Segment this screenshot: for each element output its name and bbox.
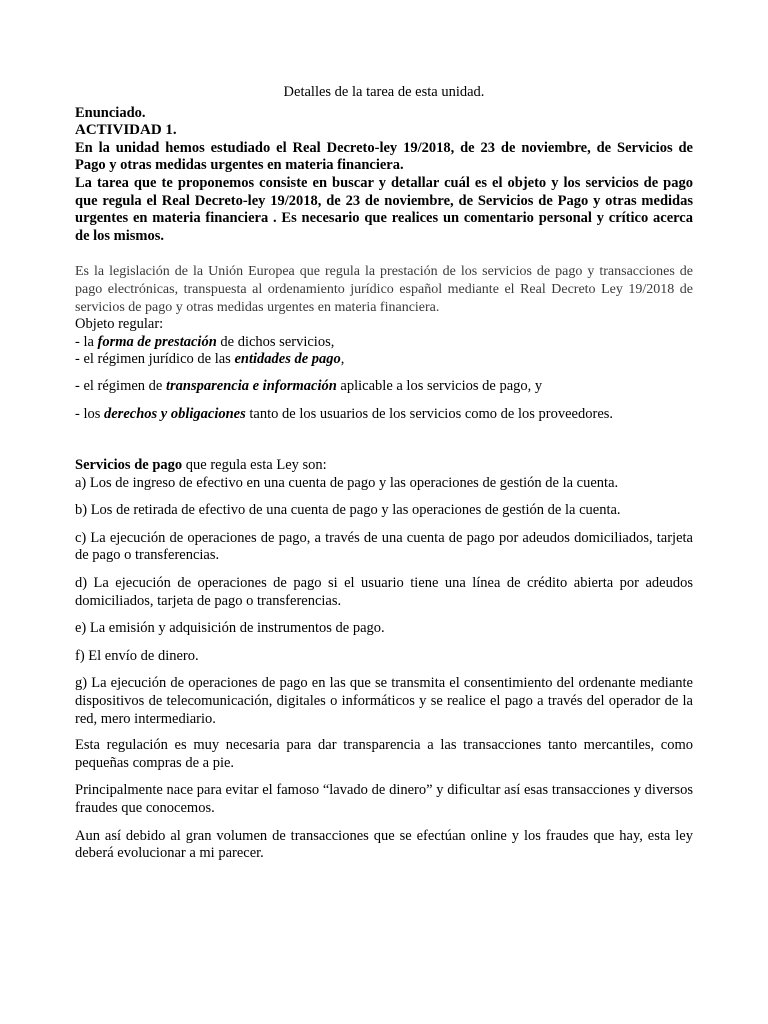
servicio-item: d) La ejecución de operaciones de pago si el usuario tiene una línea de crédito abierta por adeudos domiciliados, tarjeta de pago o transferencias. (75, 575, 693, 609)
task-paragraph-2: La tarea que te proponemos consiste en buscar y detallar cuál es el objeto y los servicios de pago que regula el Real Decreto-ley 19/2018, de 23 de noviembre, de Servicios de Pago y otras medidas urgentes en materia financiera . Es necesario que realices un comentario personal y crítico acerca de los mismos. (75, 174, 693, 244)
task-paragraph-1: En la unidad hemos estudiado el Real Decreto-ley 19/2018, de 23 de noviembre, de Servicios de Pago y otras medidas urgentes en materia financiera. (75, 139, 693, 174)
objeto-item: - el régimen jurídico de las entidades de pago, (75, 351, 345, 368)
servicio-item: f) El envío de dinero. (75, 647, 199, 664)
enunciado-heading: Enunciado. (75, 104, 146, 121)
objeto-item: - los derechos y obligaciones tanto de los usuarios de los servicios como de los proveedores. (75, 405, 614, 422)
comment-paragraph: Esta regulación es muy necesaria para dar transparencia a las transacciones tanto mercantiles, como pequeñas compras de a pie. (75, 737, 693, 771)
intro-paragraph: Es la legislación de la Unión Europea que regula la prestación de los servicios de pago y transacciones de pago electrónicas, transpuesta al ordenamiento jurídico español mediante el Real Decreto Ley 19/2018 de servicios de pago y otras medidas urgentes en materia financiera. (75, 264, 693, 315)
objeto-item: - el régimen de transparencia e información aplicable a los servicios de pago, y (75, 377, 543, 394)
servicio-item: a) Los de ingreso de efectivo en una cuenta de pago y las operaciones de gestión de la cuenta. (75, 474, 619, 491)
servicios-intro: Servicios de pago que regula esta Ley son: (75, 457, 327, 474)
document-title: Detalles de la tarea de esta unidad. (283, 84, 485, 100)
servicio-item: b) Los de retirada de efectivo de una cuenta de pago y las operaciones de gestión de la cuenta. (75, 502, 621, 519)
servicio-item: g) La ejecución de operaciones de pago en las que se transmita el consentimiento del ordenante mediante dispositivos de telecomunicación, digitales o informáticos y se realice el pago a través del operador de la red, mero intermediario. (75, 675, 693, 727)
objeto-label: Objeto regular: (75, 316, 164, 333)
actividad-heading: ACTIVIDAD 1. (75, 122, 177, 139)
servicio-item: e) La emisión y adquisición de instrumentos de pago. (75, 620, 385, 637)
comment-paragraph: Principalmente nace para evitar el famoso “lavado de dinero” y dificultar así esas transacciones y diversos fraudes que conocemos. (75, 782, 693, 816)
servicio-item: c) La ejecución de operaciones de pago, a través de una cuenta de pago por adeudos domiciliados, tarjeta de pago o transferencias. (75, 529, 693, 564)
comment-paragraph: Aun así debido al gran volumen de transacciones que se efectúan online y los fraudes que hay, esta ley deberá evolucionar a mi parecer. (75, 827, 693, 862)
objeto-item: - la forma de prestación de dichos servicios, (75, 333, 335, 350)
document-page (75, 84, 693, 863)
